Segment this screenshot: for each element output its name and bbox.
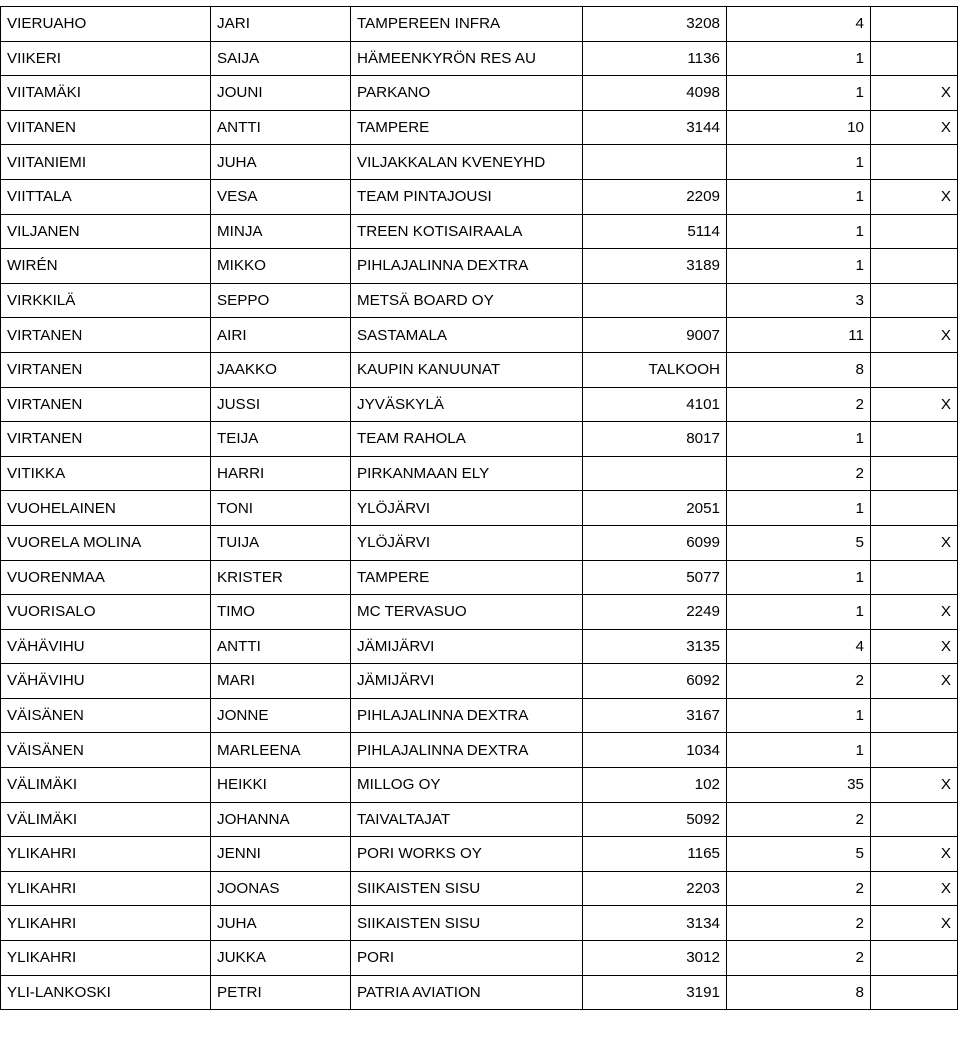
cell-count: 1	[727, 179, 871, 214]
cell-last-name: VITIKKA	[1, 456, 211, 491]
cell-mark	[871, 491, 958, 526]
cell-count: 1	[727, 698, 871, 733]
cell-first-name: TIMO	[211, 595, 351, 630]
cell-mark: X	[871, 595, 958, 630]
cell-last-name: VÄLIMÄKI	[1, 768, 211, 803]
cell-number: 2209	[583, 179, 727, 214]
cell-number: 3191	[583, 975, 727, 1010]
cell-number: 3012	[583, 941, 727, 976]
cell-mark: X	[871, 768, 958, 803]
cell-club: PIHLAJALINNA DEXTRA	[351, 698, 583, 733]
cell-count: 2	[727, 664, 871, 699]
cell-number: 5077	[583, 560, 727, 595]
table-row	[1, 145, 958, 180]
cell-first-name: JOONAS	[211, 871, 351, 906]
cell-count: 11	[727, 318, 871, 353]
cell-last-name: YLI-LANKOSKI	[1, 975, 211, 1010]
cell-club: YLÖJÄRVI	[351, 525, 583, 560]
cell-last-name: YLIKAHRI	[1, 941, 211, 976]
cell-first-name: AIRI	[211, 318, 351, 353]
cell-club: JÄMIJÄRVI	[351, 664, 583, 699]
cell-number: 1165	[583, 837, 727, 872]
cell-last-name: YLIKAHRI	[1, 906, 211, 941]
cell-mark	[871, 975, 958, 1010]
cell-first-name: KRISTER	[211, 560, 351, 595]
cell-mark: X	[871, 664, 958, 699]
cell-mark	[871, 214, 958, 249]
table-row	[1, 768, 958, 803]
cell-count: 2	[727, 387, 871, 422]
cell-first-name: TUIJA	[211, 525, 351, 560]
cell-count: 10	[727, 110, 871, 145]
cell-first-name: ANTTI	[211, 110, 351, 145]
cell-club: TAMPEREEN INFRA	[351, 7, 583, 42]
cell-number: 2203	[583, 871, 727, 906]
table-row	[1, 7, 958, 42]
table-row	[1, 595, 958, 630]
cell-count: 1	[727, 76, 871, 111]
table-row	[1, 837, 958, 872]
cell-first-name: TONI	[211, 491, 351, 526]
cell-count: 1	[727, 422, 871, 457]
cell-club: JYVÄSKYLÄ	[351, 387, 583, 422]
cell-mark	[871, 352, 958, 387]
cell-club: MC TERVASUO	[351, 595, 583, 630]
cell-last-name: VÄHÄVIHU	[1, 664, 211, 699]
table-row	[1, 422, 958, 457]
cell-last-name: VIRKKILÄ	[1, 283, 211, 318]
cell-club: JÄMIJÄRVI	[351, 629, 583, 664]
cell-last-name: VÄHÄVIHU	[1, 629, 211, 664]
cell-number: 9007	[583, 318, 727, 353]
cell-club: TAIVALTAJAT	[351, 802, 583, 837]
cell-count: 1	[727, 560, 871, 595]
cell-count: 1	[727, 595, 871, 630]
cell-count: 1	[727, 491, 871, 526]
cell-last-name: WIRÉN	[1, 249, 211, 284]
cell-count: 1	[727, 214, 871, 249]
cell-mark: X	[871, 906, 958, 941]
table-row	[1, 629, 958, 664]
cell-count: 1	[727, 145, 871, 180]
table-row	[1, 387, 958, 422]
table-row	[1, 456, 958, 491]
cell-mark	[871, 283, 958, 318]
cell-mark: X	[871, 387, 958, 422]
cell-last-name: VIITTALA	[1, 179, 211, 214]
cell-first-name: SAIJA	[211, 41, 351, 76]
cell-club: PARKANO	[351, 76, 583, 111]
cell-count: 5	[727, 837, 871, 872]
cell-first-name: PETRI	[211, 975, 351, 1010]
cell-first-name: JUKKA	[211, 941, 351, 976]
table-row	[1, 318, 958, 353]
cell-first-name: JUHA	[211, 145, 351, 180]
participant-table	[0, 6, 958, 1010]
cell-mark: X	[871, 179, 958, 214]
cell-mark	[871, 145, 958, 180]
cell-count: 1	[727, 733, 871, 768]
cell-mark: X	[871, 629, 958, 664]
cell-first-name: JUHA	[211, 906, 351, 941]
cell-mark	[871, 456, 958, 491]
cell-first-name: HEIKKI	[211, 768, 351, 803]
cell-club: PIRKANMAAN ELY	[351, 456, 583, 491]
cell-number: 2249	[583, 595, 727, 630]
cell-last-name: VIRTANEN	[1, 352, 211, 387]
cell-last-name: VUORELA MOLINA	[1, 525, 211, 560]
cell-last-name: VUOHELAINEN	[1, 491, 211, 526]
cell-count: 2	[727, 802, 871, 837]
table-row	[1, 352, 958, 387]
cell-mark	[871, 802, 958, 837]
cell-club: PORI	[351, 941, 583, 976]
cell-number: 4101	[583, 387, 727, 422]
cell-number: 3134	[583, 906, 727, 941]
cell-last-name: VÄLIMÄKI	[1, 802, 211, 837]
cell-number: 5092	[583, 802, 727, 837]
table-row	[1, 491, 958, 526]
cell-count: 1	[727, 249, 871, 284]
cell-club: SIIKAISTEN SISU	[351, 871, 583, 906]
cell-count: 1	[727, 41, 871, 76]
cell-count: 4	[727, 629, 871, 664]
cell-last-name: VIITANEN	[1, 110, 211, 145]
table-row	[1, 41, 958, 76]
cell-first-name: MINJA	[211, 214, 351, 249]
cell-first-name: HARRI	[211, 456, 351, 491]
cell-count: 2	[727, 456, 871, 491]
cell-mark	[871, 7, 958, 42]
cell-club: PIHLAJALINNA DEXTRA	[351, 733, 583, 768]
cell-first-name: JOUNI	[211, 76, 351, 111]
cell-first-name: VESA	[211, 179, 351, 214]
cell-first-name: MARI	[211, 664, 351, 699]
table-row	[1, 906, 958, 941]
cell-last-name: YLIKAHRI	[1, 837, 211, 872]
cell-first-name: TEIJA	[211, 422, 351, 457]
cell-last-name: VUORENMAA	[1, 560, 211, 595]
table-row	[1, 975, 958, 1010]
cell-club: HÄMEENKYRÖN RES AU	[351, 41, 583, 76]
table-row	[1, 214, 958, 249]
cell-number: 6092	[583, 664, 727, 699]
cell-club: MILLOG OY	[351, 768, 583, 803]
cell-mark	[871, 941, 958, 976]
cell-count: 2	[727, 906, 871, 941]
cell-first-name: JAAKKO	[211, 352, 351, 387]
table-row	[1, 110, 958, 145]
cell-mark: X	[871, 318, 958, 353]
table-row	[1, 76, 958, 111]
cell-mark	[871, 249, 958, 284]
cell-club: TREEN KOTISAIRAALA	[351, 214, 583, 249]
cell-club: PORI WORKS OY	[351, 837, 583, 872]
cell-mark: X	[871, 837, 958, 872]
table-row	[1, 941, 958, 976]
cell-club: TAMPERE	[351, 560, 583, 595]
table-row	[1, 249, 958, 284]
cell-first-name: MARLEENA	[211, 733, 351, 768]
cell-count: 3	[727, 283, 871, 318]
cell-first-name: MIKKO	[211, 249, 351, 284]
cell-last-name: VUORISALO	[1, 595, 211, 630]
cell-number: TALKOOH	[583, 352, 727, 387]
cell-number: 3189	[583, 249, 727, 284]
cell-number: 3167	[583, 698, 727, 733]
cell-count: 8	[727, 975, 871, 1010]
cell-last-name: VIIKERI	[1, 41, 211, 76]
cell-number: 102	[583, 768, 727, 803]
cell-club: VILJAKKALAN KVENEYHD	[351, 145, 583, 180]
cell-number: 3135	[583, 629, 727, 664]
participant-table-body	[1, 7, 958, 1010]
cell-first-name: JARI	[211, 7, 351, 42]
cell-club: SIIKAISTEN SISU	[351, 906, 583, 941]
cell-first-name: JUSSI	[211, 387, 351, 422]
cell-club: KAUPIN KANUUNAT	[351, 352, 583, 387]
cell-club: TAMPERE	[351, 110, 583, 145]
cell-last-name: VIERUAHO	[1, 7, 211, 42]
cell-mark	[871, 560, 958, 595]
cell-mark: X	[871, 871, 958, 906]
cell-number: 4098	[583, 76, 727, 111]
cell-last-name: VIITAMÄKI	[1, 76, 211, 111]
table-row	[1, 179, 958, 214]
cell-first-name: JONNE	[211, 698, 351, 733]
cell-first-name: JOHANNA	[211, 802, 351, 837]
table-row	[1, 698, 958, 733]
cell-number: 3144	[583, 110, 727, 145]
cell-count: 2	[727, 871, 871, 906]
cell-mark	[871, 733, 958, 768]
cell-mark: X	[871, 76, 958, 111]
cell-last-name: VÄISÄNEN	[1, 698, 211, 733]
cell-last-name: VIRTANEN	[1, 422, 211, 457]
cell-number: 2051	[583, 491, 727, 526]
cell-count: 4	[727, 7, 871, 42]
cell-number: 6099	[583, 525, 727, 560]
table-row	[1, 802, 958, 837]
cell-mark	[871, 422, 958, 457]
cell-last-name: VIITANIEMI	[1, 145, 211, 180]
cell-mark	[871, 41, 958, 76]
cell-last-name: VIRTANEN	[1, 318, 211, 353]
table-row	[1, 664, 958, 699]
cell-count: 8	[727, 352, 871, 387]
cell-club: YLÖJÄRVI	[351, 491, 583, 526]
cell-last-name: VILJANEN	[1, 214, 211, 249]
cell-first-name: ANTTI	[211, 629, 351, 664]
cell-club: SASTAMALA	[351, 318, 583, 353]
table-row	[1, 733, 958, 768]
table-row	[1, 525, 958, 560]
cell-number	[583, 456, 727, 491]
cell-club: TEAM RAHOLA	[351, 422, 583, 457]
table-row	[1, 560, 958, 595]
cell-mark: X	[871, 525, 958, 560]
cell-number: 1034	[583, 733, 727, 768]
cell-mark: X	[871, 110, 958, 145]
cell-mark	[871, 698, 958, 733]
table-row	[1, 283, 958, 318]
cell-number	[583, 145, 727, 180]
cell-last-name: YLIKAHRI	[1, 871, 211, 906]
cell-count: 5	[727, 525, 871, 560]
cell-last-name: VIRTANEN	[1, 387, 211, 422]
cell-club: TEAM PINTAJOUSI	[351, 179, 583, 214]
cell-club: PATRIA AVIATION	[351, 975, 583, 1010]
cell-last-name: VÄISÄNEN	[1, 733, 211, 768]
cell-first-name: SEPPO	[211, 283, 351, 318]
cell-count: 2	[727, 941, 871, 976]
cell-number: 5114	[583, 214, 727, 249]
cell-count: 35	[727, 768, 871, 803]
cell-number: 8017	[583, 422, 727, 457]
cell-number: 1136	[583, 41, 727, 76]
cell-number: 3208	[583, 7, 727, 42]
cell-club: PIHLAJALINNA DEXTRA	[351, 249, 583, 284]
cell-number	[583, 283, 727, 318]
cell-first-name: JENNI	[211, 837, 351, 872]
cell-club: METSÄ BOARD OY	[351, 283, 583, 318]
table-row	[1, 871, 958, 906]
